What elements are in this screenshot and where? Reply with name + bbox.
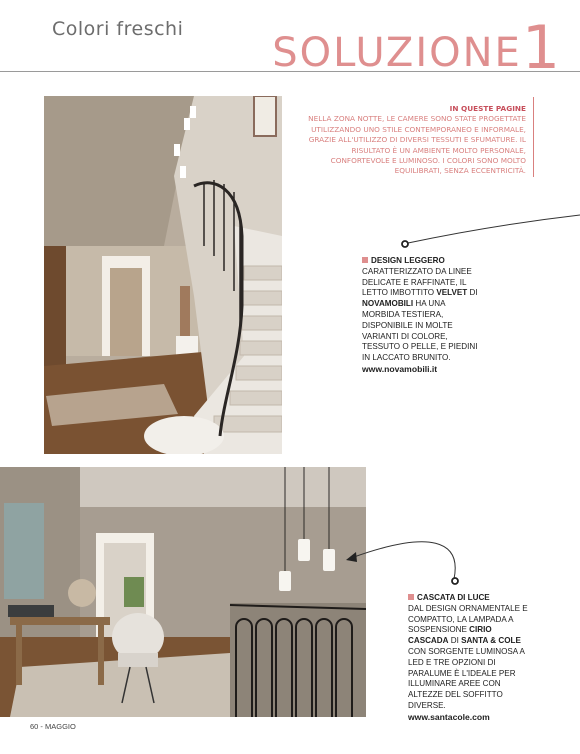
intro-body: NELLA ZONA NOTTE, LE CAMERE SONO STATE PROGETTATE UTILIZZANDO UNO STILE CONTEMPORANEO E INFORMALE, GRAZIE ALL'UTILIZZO DI DIVERSI TESSUTI E SFUMATURE. IL RISULTATO È UN AMBIENTE MOLTO PERSONALE, CONFORTEVOLE E LUMINOSO. I COLORI SONO MOLTO EQUILIBRATI, SENZA ECCENTRICITÀ. [308,114,526,176]
caption-head: DESIGN LEGGERO [362,256,480,267]
caption-body: CARATTERIZZATO DA LINEE DELICATE E RAFFINATE, IL LETTO IMBOTTITO VELVET DI NOVAMOBILI HA UNA MORBIDA TESTIERA, DISPONIBILE IN MOLTE VARIANTI DI COLORE, TESSUTO O PELLE, E PIEDINI IN LACCATO BRUNITO. [362,266,478,363]
pointer-dot-icon [452,578,458,584]
intro-label: IN QUESTE PAGINE [449,104,526,113]
section-title: Colori freschi [52,18,184,40]
pointer-dot-icon [402,241,408,247]
title-word: SOLUZIONE [272,30,522,76]
arrow-head-icon [346,552,357,562]
caption-body: DAL DESIGN ORNAMENTALE E COMPATTO, LA LAMPADA A SOSPENSIONE CIRIO CASCADA DI SANTA & COLE CON SORGENTE LUMINOSA A LED E TRE OPZIONI DI PARALUME È L'IDEALE PER ILLUMINARE AREE CON ALTEZZE DEL SOFFITTO DIVERSE. [408,603,528,710]
caption-link[interactable]: www.novamobili.it [362,363,438,374]
pointer-line-2 [354,542,455,579]
title-number: 1 [521,13,560,83]
pointer-line-1 [408,215,580,243]
caption-link[interactable]: www.santacole.com [408,711,490,722]
page-footer: 60 - MAGGIO [30,722,76,731]
caption-head: CASCATA DI LUCE [408,593,532,604]
